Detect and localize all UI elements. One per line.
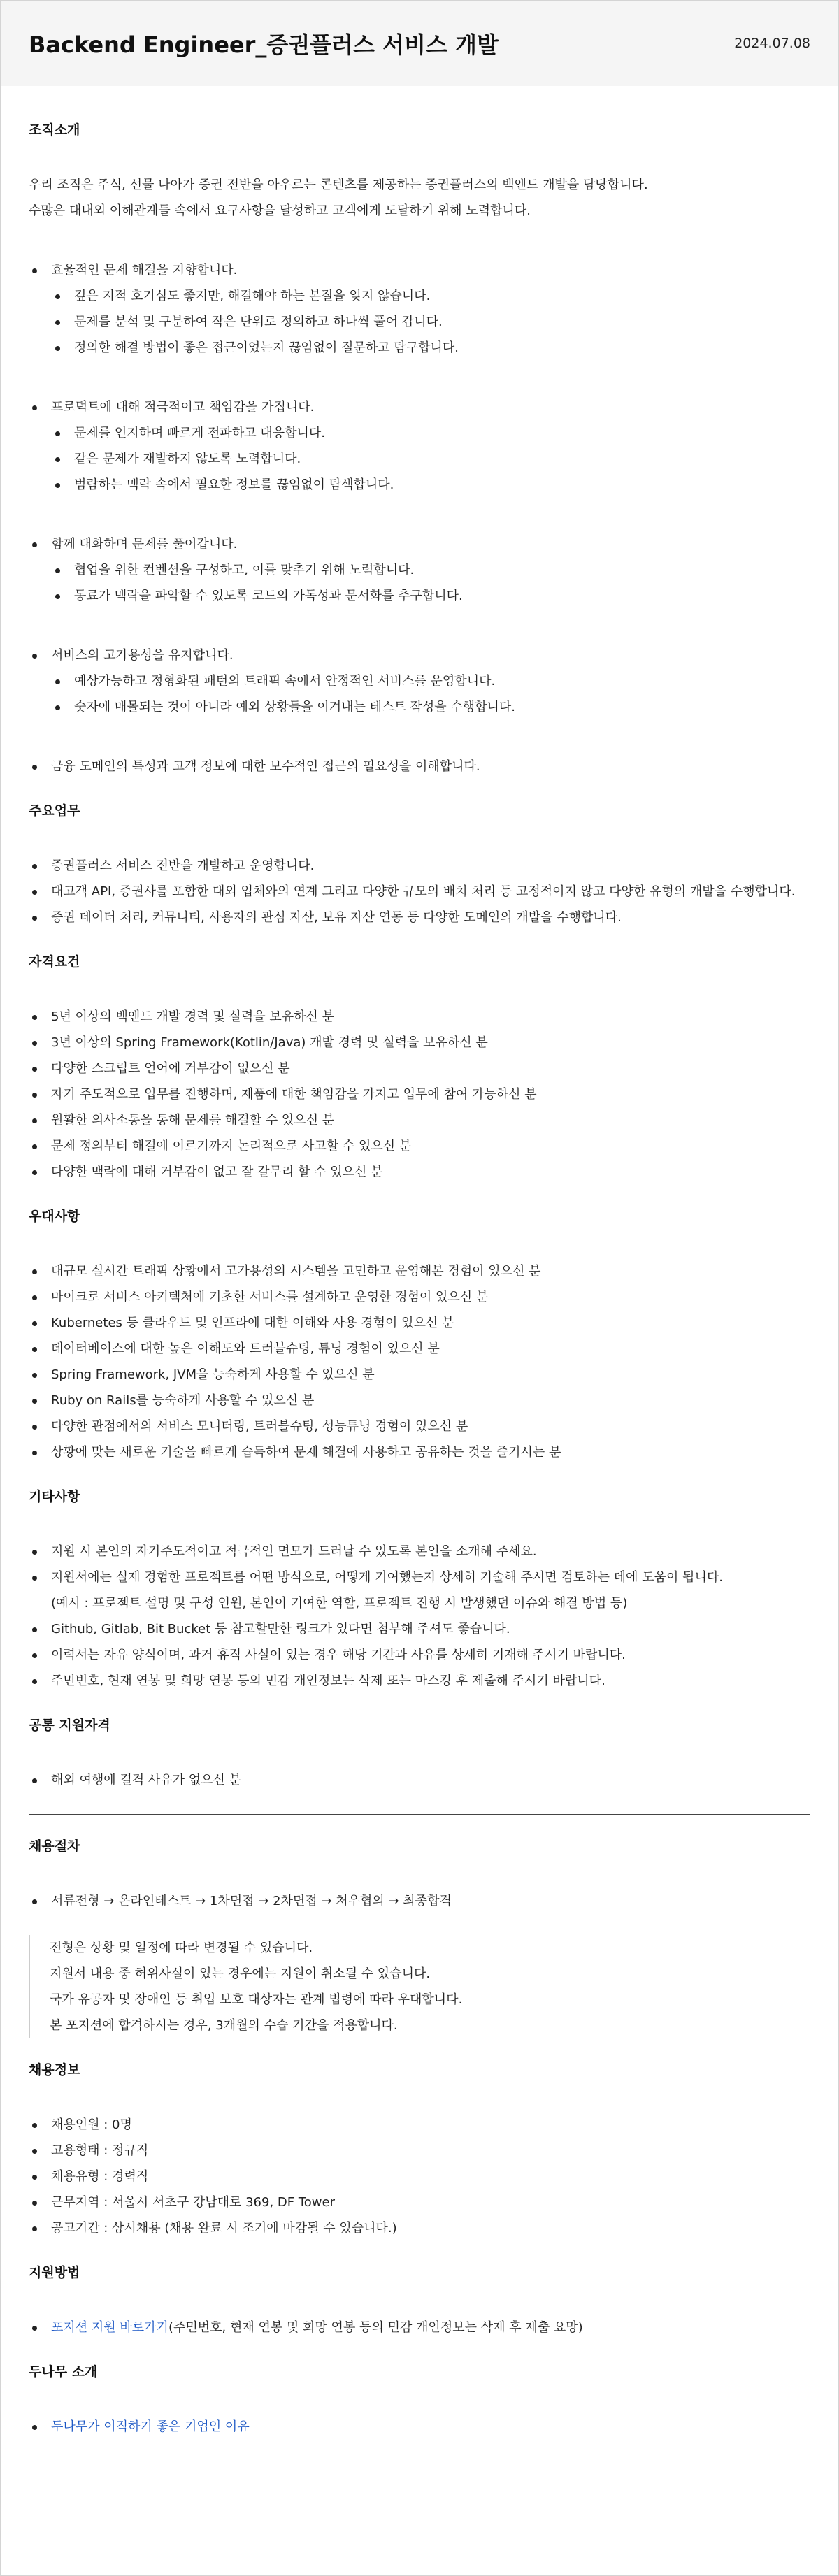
list-item: 대고객 API, 증권사를 포함한 대외 업체와의 연계 그리고 다양한 규모의 배치 처리 등 고정적이지 않고 다양한 유형의 개발을 수행합니다. xyxy=(29,879,810,905)
org-value-detail: 예상가능하고 정형화된 패턴의 트래픽 속에서 안정적인 서비스를 운영합니다. xyxy=(29,668,810,694)
section-title: 채용절차 xyxy=(29,1839,80,1854)
list-item: 데이터베이스에 대한 높은 이해도와 트러블슈팅, 튜닝 경험이 있으신 분 xyxy=(29,1336,810,1362)
org-value: 프로덕트에 대해 적극적이고 책임감을 가집니다. xyxy=(29,394,810,420)
list-item: 해외 여행에 결격 사유가 없으신 분 xyxy=(29,1767,810,1793)
list-item: 지원 시 본인의 자기주도적이고 적극적인 면모가 드러날 수 있도록 본인을 소개해 주세요. xyxy=(29,1539,810,1564)
list-item: 다양한 관점에서의 서비스 모니터링, 트러블슈팅, 성능튜닝 경험이 있으신 분 xyxy=(29,1413,810,1439)
apply-note: (주민번호, 현재 연봉 및 희망 연봉 등의 민감 개인정보는 삭제 후 제출 요망) xyxy=(168,2320,583,2335)
list-item: 고용형태 : 정규직 xyxy=(29,2138,810,2164)
section-title: 자격요건 xyxy=(29,954,80,970)
process-note: 국가 유공자 및 장애인 등 취업 보호 대상자는 관계 법령에 따라 우대합니다. xyxy=(50,1992,463,2007)
list-item: 문제 정의부터 해결에 이르기까지 논리적으로 사고할 수 있으신 분 xyxy=(29,1133,810,1159)
info-section xyxy=(29,2059,810,2241)
process-list xyxy=(29,1888,810,1914)
list-item: 이력서는 자유 양식이며, 과거 휴직 사실이 있는 경우 해당 기간과 사유를 상세히 기재해 주시기 바랍니다. xyxy=(29,1642,810,1668)
list-item: 대규모 실시간 트래픽 상황에서 고가용성의 시스템을 고민하고 운영해본 경험이 있으신 분 xyxy=(29,1258,810,1284)
list-item: 채용인원 : 0명 xyxy=(29,2112,810,2138)
about-section xyxy=(29,2361,810,2440)
list-item: 주민번호, 현재 연봉 및 희망 연봉 등의 민감 개인정보는 삭제 또는 마스킹 후 제출해 주시기 바랍니다. xyxy=(29,1668,810,1694)
list-item: 다양한 맥락에 대해 거부감이 없고 잘 갈무리 할 수 있으신 분 xyxy=(29,1159,810,1185)
list-item: 원활한 의사소통을 통해 문제를 해결할 수 있으신 분 xyxy=(29,1107,810,1133)
list-item: Spring Framework, JVM을 능숙하게 사용할 수 있으신 분 xyxy=(29,1362,810,1388)
process-section xyxy=(29,1836,810,2038)
process-note: 본 포지션에 합격하시는 경우, 3개월의 수습 기간을 적용합니다. xyxy=(50,2018,398,2033)
section-title: 조직소개 xyxy=(29,122,80,138)
requirements-section xyxy=(29,951,810,1185)
list-item: 5년 이상의 백엔드 개발 경력 및 실력을 보유하신 분 xyxy=(29,1004,810,1030)
list-item-continuation: (예시 : 프로젝트 설명 및 구성 인원, 본인이 기여한 역할, 프로젝트 진행 시 발생했던 이슈와 해결 방법 등) xyxy=(51,1596,628,1611)
list-item: 공고기간 : 상시채용 (채용 완료 시 조기에 마감될 수 있습니다.) xyxy=(29,2215,810,2241)
org-value-list xyxy=(29,257,810,361)
etc-list xyxy=(29,1539,810,1694)
org-value-list xyxy=(29,642,810,720)
list-item: Ruby on Rails를 능숙하게 사용할 수 있으신 분 xyxy=(29,1388,810,1413)
org-value-detail: 같은 문제가 재발하지 않도록 노력합니다. xyxy=(29,446,810,472)
about-link[interactable]: 두나무가 이직하기 좋은 기업인 이유 xyxy=(51,2419,250,2434)
list-item: 자기 주도적으로 업무를 진행하며, 제품에 대한 책임감을 가지고 업무에 참여 가능하신 분 xyxy=(29,1081,810,1107)
org-value-detail: 동료가 맥락을 파악할 수 있도록 코드의 가독성과 문서화를 추구합니다. xyxy=(29,583,810,609)
common-section xyxy=(29,1715,810,1793)
org-value-detail: 숫자에 매몰되는 것이 아니라 예외 상황들을 이겨내는 테스트 작성을 수행합니다. xyxy=(29,694,810,720)
org-value: 함께 대화하며 문제를 풀어갑니다. xyxy=(29,531,810,557)
list-item: 상황에 맞는 새로운 기술을 빠르게 습득하여 문제 해결에 사용하고 공유하는 것을 즐기시는 분 xyxy=(29,1439,810,1465)
list-item: 증권 데이터 처리, 커뮤니티, 사용자의 관심 자산, 보유 자산 연동 등 다양한 도메인의 개발을 수행합니다. xyxy=(29,905,810,930)
list-item: 증권플러스 서비스 전반을 개발하고 운영합니다. xyxy=(29,853,810,879)
apply-section xyxy=(29,2262,810,2340)
section-title: 기타사항 xyxy=(29,1489,80,1504)
requirements-list xyxy=(29,1004,810,1185)
process-flow: 서류전형 → 온라인테스트 → 1차면접 → 2차면접 → 처우협의 → 최종합격 xyxy=(29,1888,810,1914)
list-item: 3년 이상의 Spring Framework(Kotlin/Java) 개발 경력 및 실력을 보유하신 분 xyxy=(29,1030,810,1056)
org-value-detail: 정의한 해결 방법이 좋은 접근이었는지 끊임없이 질문하고 탐구합니다. xyxy=(29,335,810,361)
org-value-detail: 깊은 지적 호기심도 좋지만, 해결해야 하는 본질을 잊지 않습니다. xyxy=(29,283,810,309)
org-section xyxy=(29,120,810,779)
preferred-list xyxy=(29,1258,810,1465)
section-title: 공통 지원자격 xyxy=(29,1718,110,1733)
etc-section xyxy=(29,1486,810,1694)
org-value-list xyxy=(29,754,810,779)
common-list xyxy=(29,1767,810,1793)
apply-link[interactable]: 포지션 지원 바로가기 xyxy=(51,2320,168,2335)
org-intro-line: 우리 조직은 주식, 선물 나아가 증권 전반을 아우르는 콘텐츠를 제공하는 증권플러스의 백엔드 개발을 담당합니다. xyxy=(29,178,648,192)
info-list xyxy=(29,2112,810,2241)
org-value: 효율적인 문제 해결을 지향합니다. xyxy=(29,257,810,283)
section-title: 채용정보 xyxy=(29,2062,80,2078)
org-value-detail: 문제를 분석 및 구분하여 작은 단위로 정의하고 하나씩 풀어 갑니다. xyxy=(29,309,810,335)
page-title: Backend Engineer_증권플러스 서비스 개발 xyxy=(29,31,499,58)
list-item xyxy=(29,2315,810,2340)
about-list xyxy=(29,2414,810,2440)
list-item: 지원서에는 실제 경험한 프로젝트를 어떤 방식으로, 어떻게 기여했는지 상세히 기술해 주시면 검토하는 데에 도움이 됩니다. xyxy=(29,1564,810,1590)
list-item xyxy=(29,2414,810,2440)
list-item: 마이크로 서비스 아키텍처에 기초한 서비스를 설계하고 운영한 경험이 있으신 분 xyxy=(29,1284,810,1310)
list-item: 다양한 스크립트 언어에 거부감이 없으신 분 xyxy=(29,1056,810,1081)
process-note: 지원서 내용 중 허위사실이 있는 경우에는 지원이 취소될 수 있습니다. xyxy=(50,1966,431,1981)
org-value: 금융 도메인의 특성과 고객 정보에 대한 보수적인 접근의 필요성을 이해합니다. xyxy=(29,754,810,779)
process-notes xyxy=(29,1935,810,2038)
list-item: 채용유형 : 경력직 xyxy=(29,2164,810,2189)
org-intro-line: 수많은 대내외 이해관계들 속에서 요구사항을 달성하고 고객에게 도달하기 위해 노력합니다. xyxy=(29,203,531,218)
org-value-list xyxy=(29,531,810,609)
posting-date: 2024.07.08 xyxy=(734,36,810,51)
org-value-list xyxy=(29,394,810,498)
preferred-section xyxy=(29,1206,810,1465)
list-item: Kubernetes 등 클라우드 및 인프라에 대한 이해와 사용 경험이 있으신 분 xyxy=(29,1310,810,1336)
list-item: 근무지역 : 서울시 서초구 강남대로 369, DF Tower xyxy=(29,2189,810,2215)
section-title: 지원방법 xyxy=(29,2265,80,2280)
posting-content xyxy=(1,86,838,2440)
org-value-detail: 협업을 위한 컨벤션을 구성하고, 이를 맞추기 위해 노력합니다. xyxy=(29,557,810,583)
section-title: 주요업무 xyxy=(29,803,80,819)
org-value-detail: 범람하는 맥락 속에서 필요한 정보를 끊임없이 탐색합니다. xyxy=(29,472,810,498)
org-value-detail: 문제를 인지하며 빠르게 전파하고 대응합니다. xyxy=(29,420,810,446)
process-note: 전형은 상황 및 일정에 따라 변경될 수 있습니다. xyxy=(50,1941,313,1955)
org-value: 서비스의 고가용성을 유지합니다. xyxy=(29,642,810,668)
duties-section xyxy=(29,800,810,930)
duties-list xyxy=(29,853,810,930)
section-title: 두나무 소개 xyxy=(29,2364,98,2380)
apply-list xyxy=(29,2315,810,2340)
page-header xyxy=(1,1,838,86)
list-item: Github, Gitlab, Bit Bucket 등 참고할만한 링크가 있다면 첨부해 주셔도 좋습니다. xyxy=(29,1616,810,1642)
section-title: 우대사항 xyxy=(29,1209,80,1224)
